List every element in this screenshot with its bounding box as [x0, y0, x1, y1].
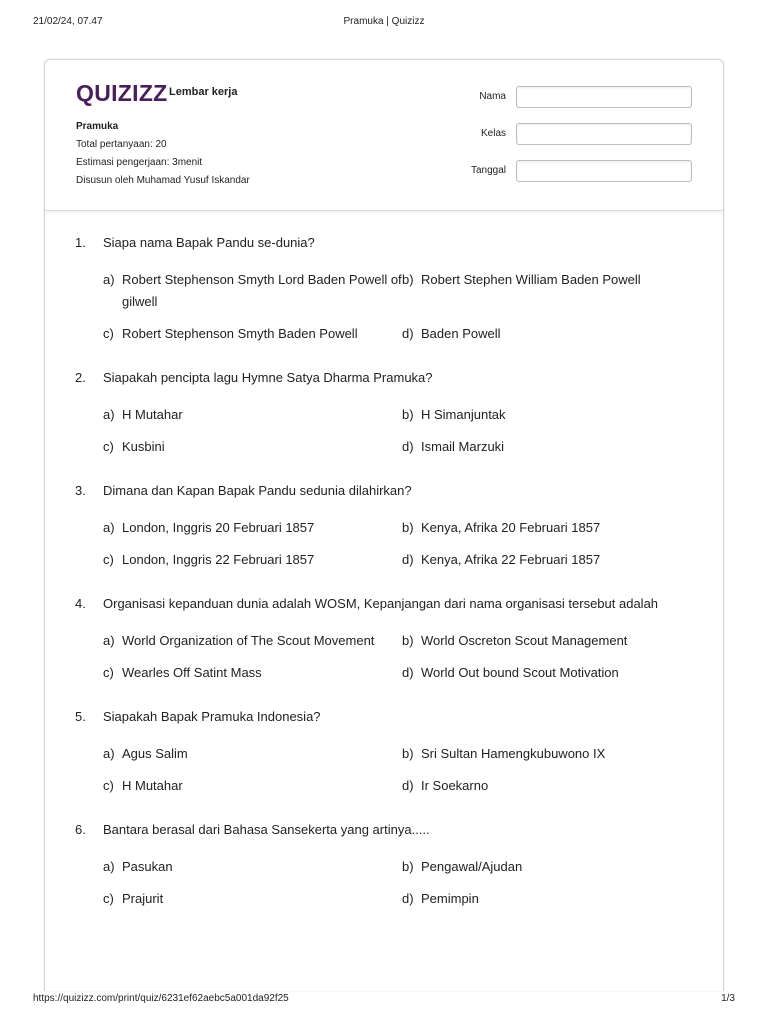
tanggal-input[interactable] [516, 160, 692, 182]
option-letter: b) [402, 633, 414, 648]
option-text: World Out bound Scout Motivation [421, 665, 619, 680]
option-d [402, 436, 701, 458]
option-text: World Organization of The Scout Movement [122, 633, 375, 648]
option-b [402, 404, 701, 426]
question-number: 3. [75, 483, 86, 498]
option-letter: c) [103, 778, 114, 793]
question-text [75, 595, 705, 613]
question-number: 1. [75, 235, 86, 250]
option-letter: b) [402, 272, 414, 287]
question-number: 5. [75, 709, 86, 724]
option-letter: c) [103, 326, 114, 341]
kelas-input[interactable] [516, 123, 692, 145]
field-label-kelas: Kelas [480, 128, 506, 139]
question-6 [75, 821, 705, 910]
option-letter: a) [103, 859, 115, 874]
field-label-nama: Nama [479, 91, 506, 102]
option-a [103, 743, 402, 765]
question-1 [75, 234, 705, 345]
question-prompt: Siapa nama Bapak Pandu se-dunia? [103, 235, 315, 250]
option-b [402, 517, 701, 539]
option-letter: d) [402, 891, 414, 906]
option-letter: b) [402, 520, 414, 535]
question-2 [75, 369, 705, 458]
print-footer [33, 993, 735, 1007]
option-text: Robert Stephenson Smyth Baden Powell [122, 326, 358, 341]
option-letter: b) [402, 407, 414, 422]
option-letter: c) [103, 439, 114, 454]
option-letter: a) [103, 633, 115, 648]
option-letter: d) [402, 326, 414, 341]
option-text: H Mutahar [122, 778, 183, 793]
option-a [103, 630, 402, 652]
print-page-title: Pramuka | Quizizz [343, 16, 425, 27]
option-c [103, 323, 402, 345]
option-letter: d) [402, 665, 414, 680]
question-prompt: Siapakah Bapak Pramuka Indonesia? [103, 709, 321, 724]
question-prompt: Dimana dan Kapan Bapak Pandu sedunia dilahirkan? [103, 483, 412, 498]
quiz-total-questions: Total pertanyaan: 20 [76, 139, 167, 150]
option-text: Baden Powell [421, 326, 501, 341]
question-4 [75, 595, 705, 684]
option-letter: d) [402, 778, 414, 793]
option-text: Kenya, Afrika 20 Februari 1857 [421, 520, 601, 535]
option-list [103, 404, 705, 458]
field-kelas [452, 123, 692, 145]
option-b [402, 856, 701, 878]
option-letter: d) [402, 439, 414, 454]
option-letter: a) [103, 272, 115, 287]
option-c [103, 549, 402, 571]
print-url: https://quizizz.com/print/quiz/6231ef62aebc5a001da92f25 [33, 993, 289, 1004]
page-number: 1/3 [721, 993, 735, 1004]
option-letter: a) [103, 746, 115, 761]
print-header [33, 16, 735, 30]
option-text: Sri Sultan Hamengkubuwono IX [421, 746, 606, 761]
worksheet-header [45, 60, 723, 211]
option-a [103, 856, 402, 878]
question-prompt: Bantara berasal dari Bahasa Sansekerta yang artinya..... [103, 822, 430, 837]
option-text: Wearles Off Satint Mass [122, 665, 262, 680]
option-text: Pasukan [122, 859, 173, 874]
question-number: 6. [75, 822, 86, 837]
question-prompt: Organisasi kepanduan dunia adalah WOSM, Kepanjangan dari nama organisasi tersebut adalah [103, 596, 659, 611]
option-text: Robert Stephenson Smyth Lord Baden Powell of gilwell [122, 272, 402, 309]
option-list [103, 269, 705, 345]
quiz-author: Disusun oleh Muhamad Yusuf Iskandar [76, 175, 250, 186]
option-letter: c) [103, 665, 114, 680]
field-label-tanggal: Tanggal [470, 165, 506, 176]
field-nama [452, 86, 692, 108]
option-c [103, 775, 402, 797]
option-list [103, 743, 705, 797]
option-text: H Mutahar [122, 407, 183, 422]
option-letter: b) [402, 859, 414, 874]
option-letter: c) [103, 552, 114, 567]
quiz-meta [76, 118, 250, 190]
option-text: Agus Salim [122, 746, 188, 761]
option-letter: b) [402, 746, 414, 761]
question-number: 2. [75, 370, 86, 385]
option-list [103, 630, 705, 684]
option-d [402, 775, 701, 797]
question-text [75, 369, 705, 387]
quiz-name: Pramuka [76, 121, 119, 132]
option-a [103, 404, 402, 426]
option-c [103, 888, 402, 910]
option-letter: a) [103, 407, 115, 422]
print-datetime: 21/02/24, 07.47 [33, 16, 103, 27]
field-tanggal [452, 160, 692, 182]
option-a [103, 269, 402, 313]
question-3 [75, 482, 705, 571]
option-b [402, 269, 701, 313]
option-d [402, 323, 701, 345]
option-d [402, 662, 701, 684]
option-text: Kusbini [122, 439, 165, 454]
option-text: Ir Soekarno [421, 778, 489, 793]
option-text: Pemimpin [421, 891, 479, 906]
question-prompt: Siapakah pencipta lagu Hymne Satya Dharma Pramuka? [103, 370, 433, 385]
nama-input[interactable] [516, 86, 692, 108]
quizizz-logo: QUIZIZZ [76, 80, 168, 106]
option-text: London, Inggris 20 Februari 1857 [122, 520, 315, 535]
worksheet [44, 59, 724, 991]
option-text: Robert Stephen William Baden Powell [421, 272, 641, 287]
option-c [103, 436, 402, 458]
option-text: Prajurit [122, 891, 164, 906]
question-5 [75, 708, 705, 797]
option-letter: c) [103, 891, 114, 906]
option-text: World Oscreton Scout Management [421, 633, 628, 648]
option-list [103, 856, 705, 910]
option-list [103, 517, 705, 571]
question-text [75, 234, 705, 252]
option-letter: a) [103, 520, 115, 535]
option-b [402, 630, 701, 652]
quiz-estimate: Estimasi pengerjaan: 3menit [76, 157, 203, 168]
option-text: London, Inggris 22 Februari 1857 [122, 552, 315, 567]
option-b [402, 743, 701, 765]
option-d [402, 888, 701, 910]
option-d [402, 549, 701, 571]
option-letter: d) [402, 552, 414, 567]
option-a [103, 517, 402, 539]
student-fields [452, 86, 692, 197]
option-text: Kenya, Afrika 22 Februari 1857 [421, 552, 601, 567]
option-text: H Simanjuntak [421, 407, 506, 422]
option-c [103, 662, 402, 684]
question-number: 4. [75, 596, 86, 611]
worksheet-label: Lembar kerja [169, 86, 238, 98]
question-text [75, 708, 705, 726]
option-text: Pengawal/Ajudan [421, 859, 523, 874]
question-list [75, 234, 705, 934]
question-text [75, 482, 705, 500]
option-text: Ismail Marzuki [421, 439, 505, 454]
question-text [75, 821, 705, 839]
